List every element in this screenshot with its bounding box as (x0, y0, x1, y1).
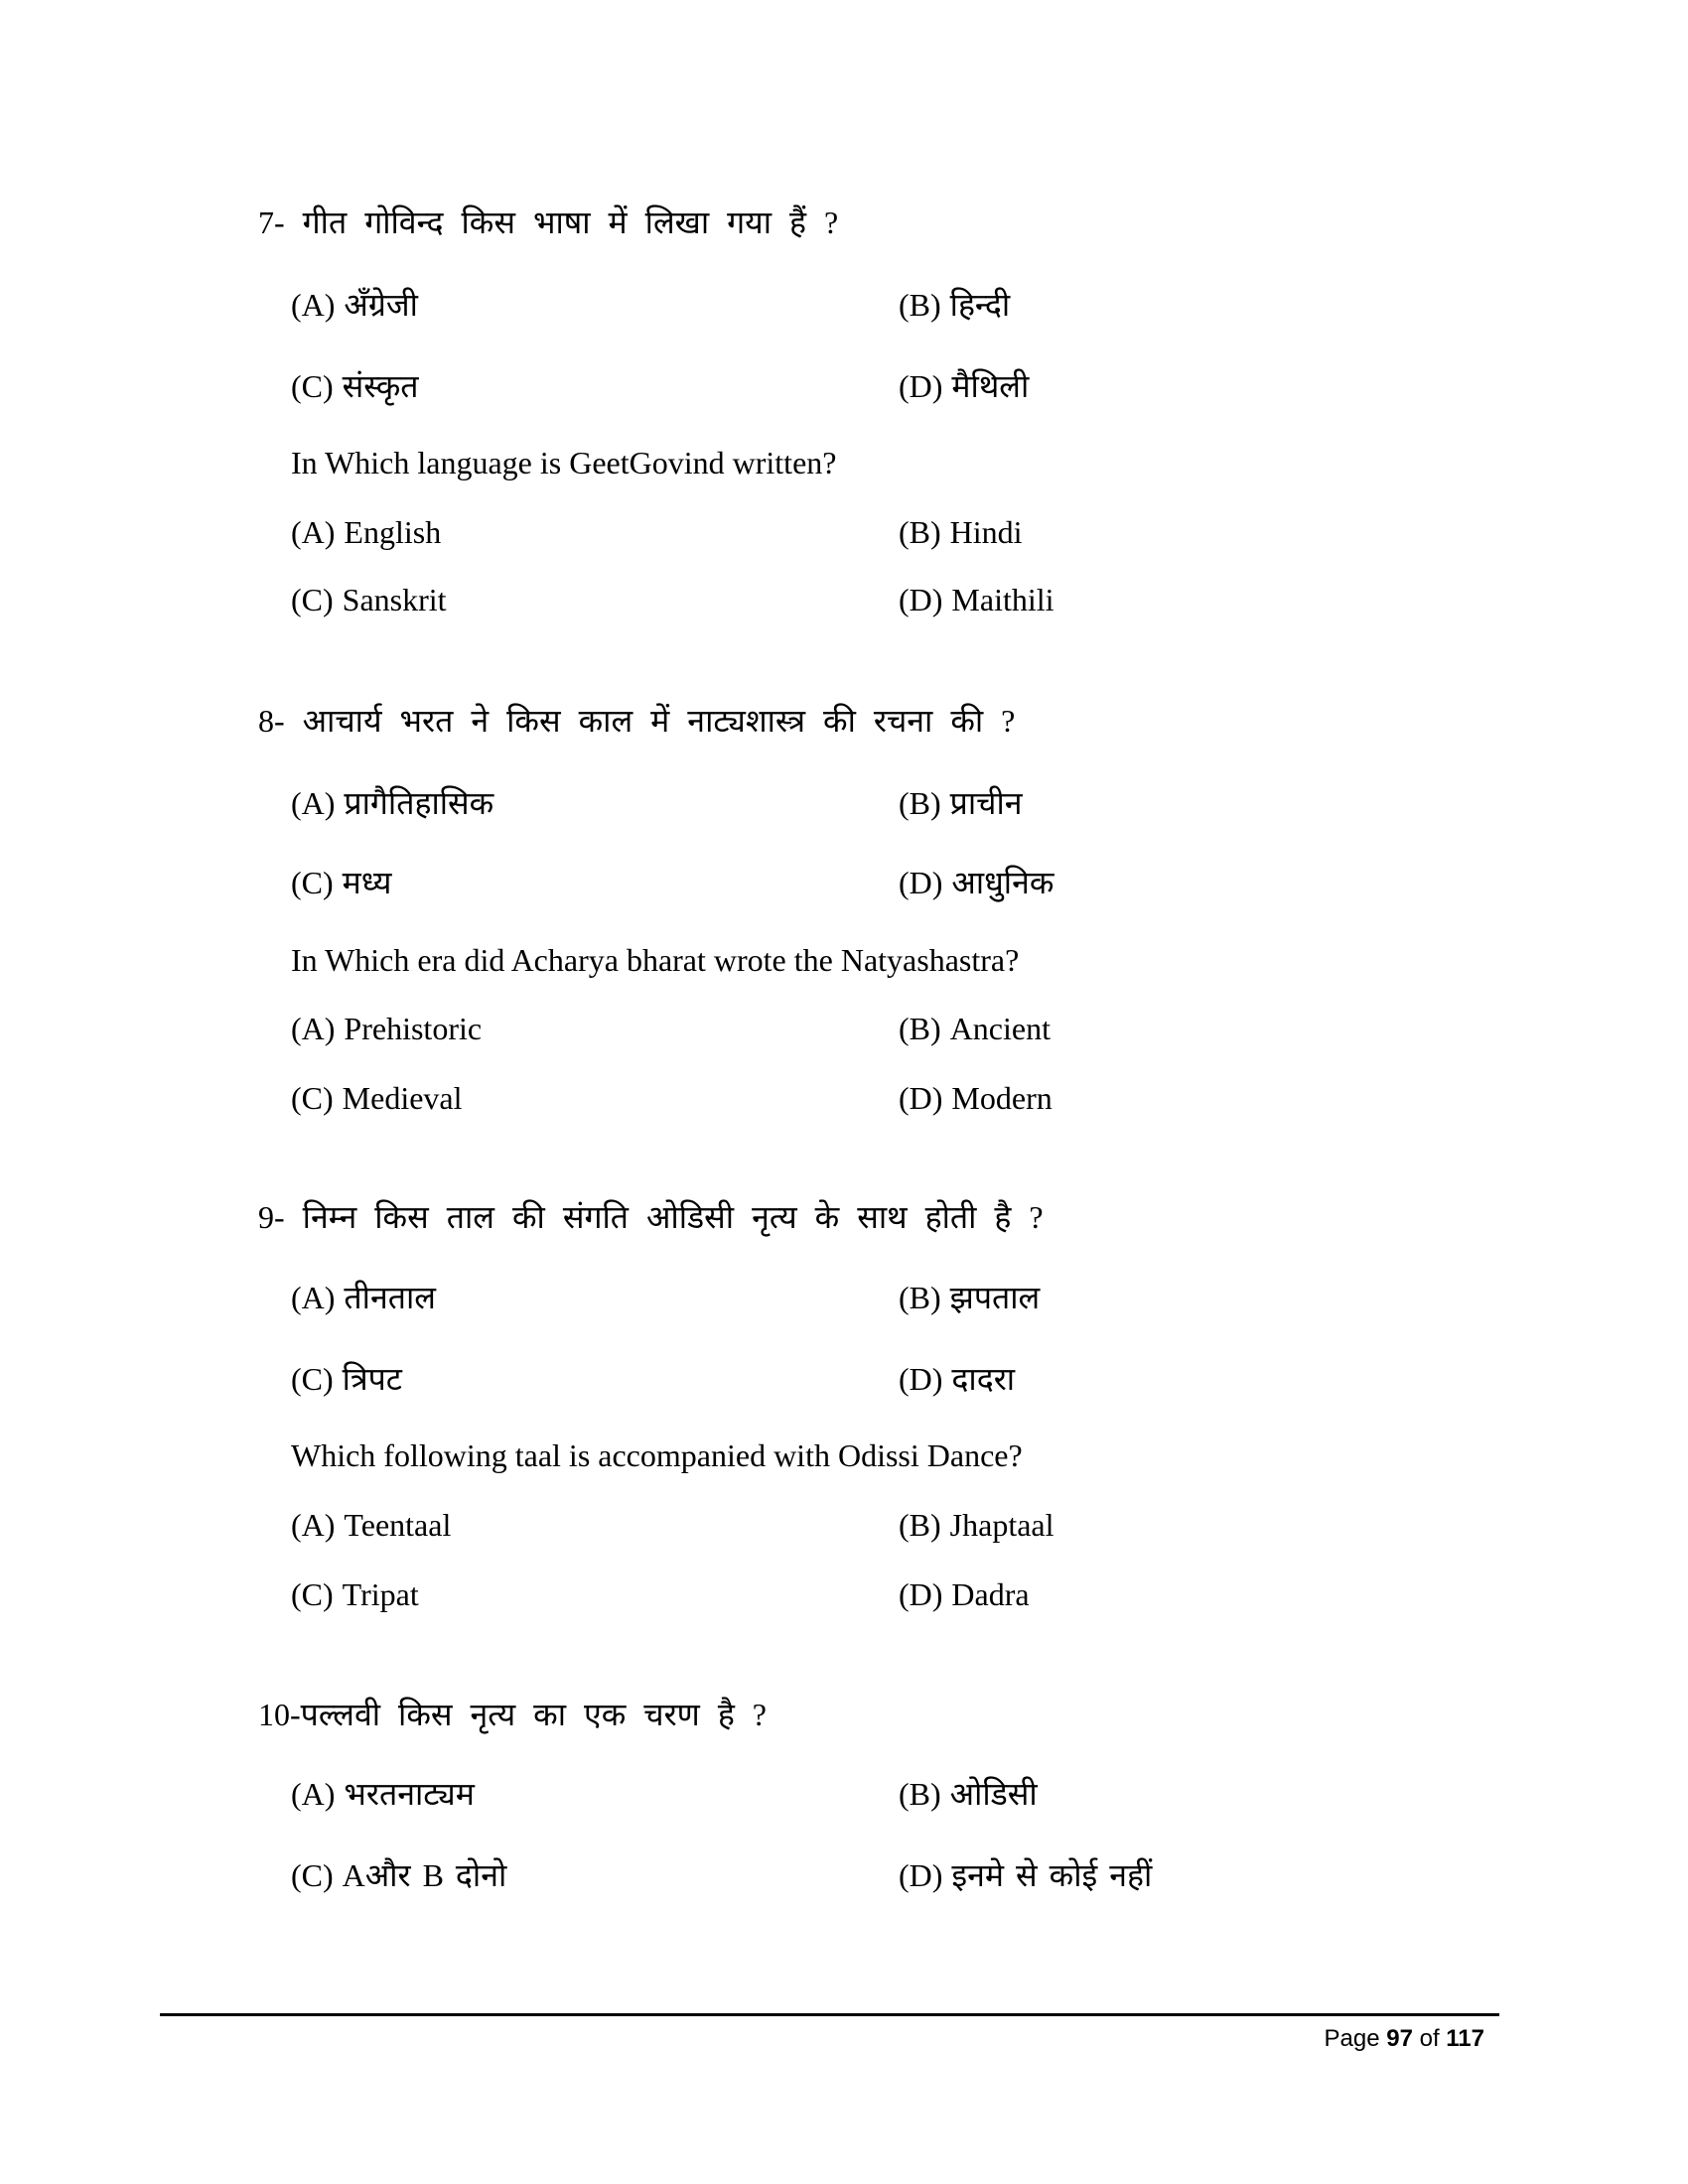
option-a (291, 1509, 451, 1541)
option-b (899, 1013, 1051, 1044)
page-number (1324, 2025, 1484, 2053)
option-text: Aऔर B दोनो (342, 1857, 507, 1893)
option-text: अँग्रेजी (344, 287, 418, 323)
option-d (899, 584, 1055, 615)
option-label: (C) (291, 582, 334, 617)
option-a (291, 1282, 436, 1313)
option-label: (B) (899, 1011, 941, 1046)
option-d (899, 370, 1029, 402)
option-text: दादरा (951, 1361, 1016, 1397)
option-a (291, 787, 493, 819)
option-c (291, 1363, 402, 1395)
option-text: Jhaptaal (949, 1507, 1055, 1543)
option-b (899, 1509, 1055, 1541)
option-label: (D) (899, 1576, 943, 1612)
question-number: 7- (258, 205, 285, 240)
option-label: (B) (899, 785, 941, 821)
page-prefix: Page (1324, 2025, 1380, 2052)
question-text: पल्लवी किस नृत्य का एक चरण है ? (300, 1697, 768, 1732)
option-a (291, 289, 418, 321)
question-7-english-text: In Which language is GeetGovind written? (291, 445, 837, 480)
question-7-hindi-text (258, 206, 838, 238)
option-text: Medieval (342, 1080, 463, 1116)
page-total: 117 (1446, 2025, 1484, 2052)
question-8-english-text: In Which era did Acharya bharat wrote the Natyashastra? (291, 942, 1020, 978)
option-label: (C) (291, 1361, 334, 1397)
option-label: (B) (899, 1507, 941, 1543)
option-text: ओडिसी (949, 1776, 1038, 1812)
page-current: 97 (1386, 2025, 1413, 2052)
option-text: हिन्दी (949, 287, 1011, 323)
option-label: (D) (899, 368, 943, 404)
option-d (899, 1082, 1053, 1114)
option-text: आधुनिक (951, 865, 1055, 900)
option-text: संस्कृत (342, 368, 419, 404)
option-b (899, 1778, 1038, 1810)
question-text: गीत गोविन्द किस भाषा में लिखा गया हैं ? (302, 205, 839, 240)
option-text: English (344, 514, 442, 550)
question-8-hindi-text (258, 705, 1015, 737)
option-label: (A) (291, 785, 336, 821)
option-label: (B) (899, 1776, 941, 1812)
option-d (899, 1859, 1152, 1891)
option-label: (D) (899, 1080, 943, 1116)
option-c (291, 584, 447, 615)
option-d (899, 1363, 1015, 1395)
option-b (899, 787, 1023, 819)
option-text: Dadra (951, 1576, 1030, 1612)
option-text: Hindi (949, 514, 1023, 550)
option-label: (D) (899, 582, 943, 617)
option-b (899, 1282, 1040, 1313)
option-text: तीनताल (344, 1280, 436, 1315)
option-text: Prehistoric (344, 1011, 483, 1046)
option-label: (C) (291, 1080, 334, 1116)
option-label: (A) (291, 1507, 336, 1543)
question-text: आचार्य भरत ने किस काल में नाट्यशास्त्र की रचना की ? (302, 703, 1016, 739)
option-label: (C) (291, 368, 334, 404)
option-c (291, 1859, 506, 1891)
option-c (291, 867, 391, 898)
question-9-hindi-text (258, 1201, 1044, 1233)
option-text: भरतनाट्यम (344, 1776, 475, 1812)
option-label: (B) (899, 287, 941, 323)
question-10-hindi-text (258, 1699, 767, 1730)
option-text: मैथिली (951, 368, 1030, 404)
option-label: (D) (899, 1857, 943, 1893)
option-text: Teentaal (344, 1507, 452, 1543)
question-number: 10- (258, 1697, 301, 1732)
option-label: (A) (291, 287, 336, 323)
option-a (291, 516, 441, 548)
option-b (899, 289, 1010, 321)
option-label: (B) (899, 1280, 941, 1315)
option-label: (B) (899, 514, 941, 550)
option-d (899, 867, 1054, 898)
question-number: 8- (258, 703, 285, 739)
question-number: 9- (258, 1199, 285, 1235)
option-a (291, 1013, 482, 1044)
option-label: (A) (291, 514, 336, 550)
option-label: (C) (291, 1857, 334, 1893)
option-d (899, 1578, 1030, 1610)
option-text: झपताल (949, 1280, 1041, 1315)
option-c (291, 1578, 419, 1610)
option-label: (C) (291, 1576, 334, 1612)
question-text: निम्न किस ताल की संगति ओडिसी नृत्य के साथ होती है ? (302, 1199, 1044, 1235)
option-text: इनमे से कोई नहीं (951, 1857, 1153, 1893)
option-label: (C) (291, 865, 334, 900)
option-text: त्रिपट (342, 1361, 402, 1397)
option-text: Sanskrit (342, 582, 447, 617)
option-label: (D) (899, 1361, 943, 1397)
option-b (899, 516, 1023, 548)
option-text: प्रागैतिहासिक (344, 785, 494, 821)
option-text: Tripat (342, 1576, 419, 1612)
option-label: (A) (291, 1776, 336, 1812)
option-c (291, 1082, 463, 1114)
option-text: मध्य (342, 865, 392, 900)
option-text: Ancient (949, 1011, 1051, 1046)
page-of: of (1419, 2025, 1440, 2052)
option-label: (A) (291, 1280, 336, 1315)
option-label: (A) (291, 1011, 336, 1046)
question-9-english-text: Which following taal is accompanied with Odissi Dance? (291, 1437, 1023, 1473)
option-c (291, 370, 419, 402)
option-a (291, 1778, 475, 1810)
option-label: (D) (899, 865, 943, 900)
option-text: Maithili (951, 582, 1055, 617)
option-text: Modern (951, 1080, 1053, 1116)
option-text: प्राचीन (949, 785, 1023, 821)
footer-divider (160, 2013, 1499, 2016)
